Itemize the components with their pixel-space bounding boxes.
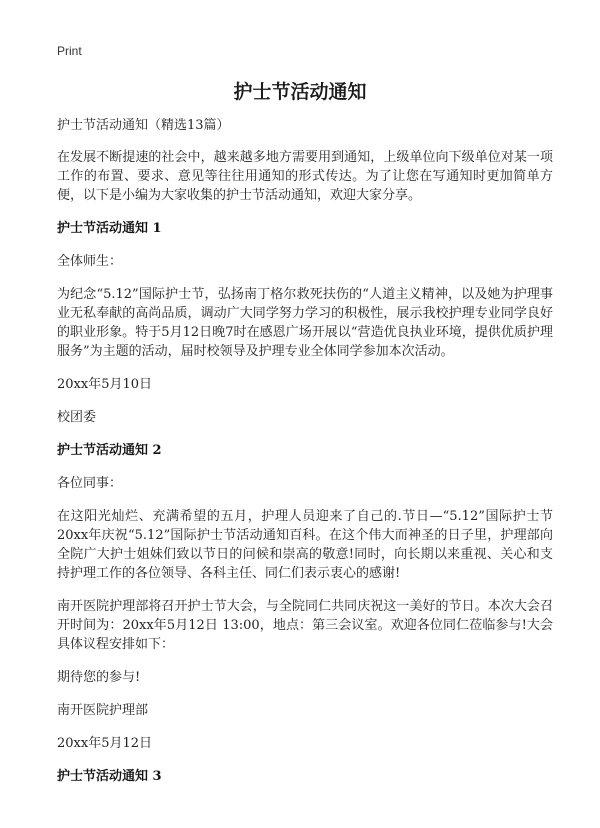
section-2-heading: 护士节活动通知 2 [57,443,162,458]
section-3-heading: 护士节活动通知 3 [57,769,162,784]
section-2-signature: 南开医院护理部 [57,703,149,718]
section-2-salutation: 各位同事： [57,476,123,491]
page-title: 护士节活动通知 [233,81,367,103]
article-subtitle: 护士节活动通知（精选13篇） [57,118,230,133]
section-2-date: 20xx年5月12日 [57,736,153,751]
section-1-signature: 校团委 [57,410,97,425]
section-2-closing: 期待您的参与! [57,670,141,685]
article-body [57,116,553,800]
section-2-body: 在这阳光灿烂、充满希望的五月，护理人员迎来了自己的.节日—“5.12”国际护士节20xx年庆祝“5.12”国际护士节活动通知百科。在这个伟大而神圣的日子里，护理部向全院广大护士姐妹们致以节日的问候和崇高的敬意!同时，向长期以来重视、关心和支持护理工作的各位领导、各科主任、同仁们表示衷心的感谢! [57,509,553,581]
section-1-salutation: 全体师生： [57,254,123,269]
section-1-heading: 护士节活动通知 1 [57,221,162,236]
section-1-date: 20xx年5月10日 [57,377,153,392]
print-link[interactable]: Print [57,44,82,58]
section-1-body: 为纪念“5.12”国际护士节，弘扬南丁格尔救死扶伤的“人道主义精神，以及她为护理事业无私奉献的高尚品质，调动广大同学努力学习的积极性，展示我校护理专业同学良好的职业形象。特于5月12日晚7时在感恩广场开展以“营造优良执业环境，提供优质护理服务”为主题的活动，届时校领导及护理专业全体同学参加本次活动。 [57,287,553,359]
section-2-body-2: 南开医院护理部将召开护士节大会，与全院同仁共同庆祝这一美好的节日。本次大会召开时间为：20xx年5月12日 13:00，地点：第三会议室。欢迎各位同仁莅临参与!大会具体议程安排如下： [57,599,553,652]
intro-paragraph: 在发展不断提速的社会中，越来越多地方需要用到通知，上级单位向下级单位对某一项工作的布置、要求、意见等往往用通知的形式传达。为了让您在写通知时更加简单方便，以下是小编为大家收集的护士节活动通知，欢迎大家分享。 [57,150,553,203]
